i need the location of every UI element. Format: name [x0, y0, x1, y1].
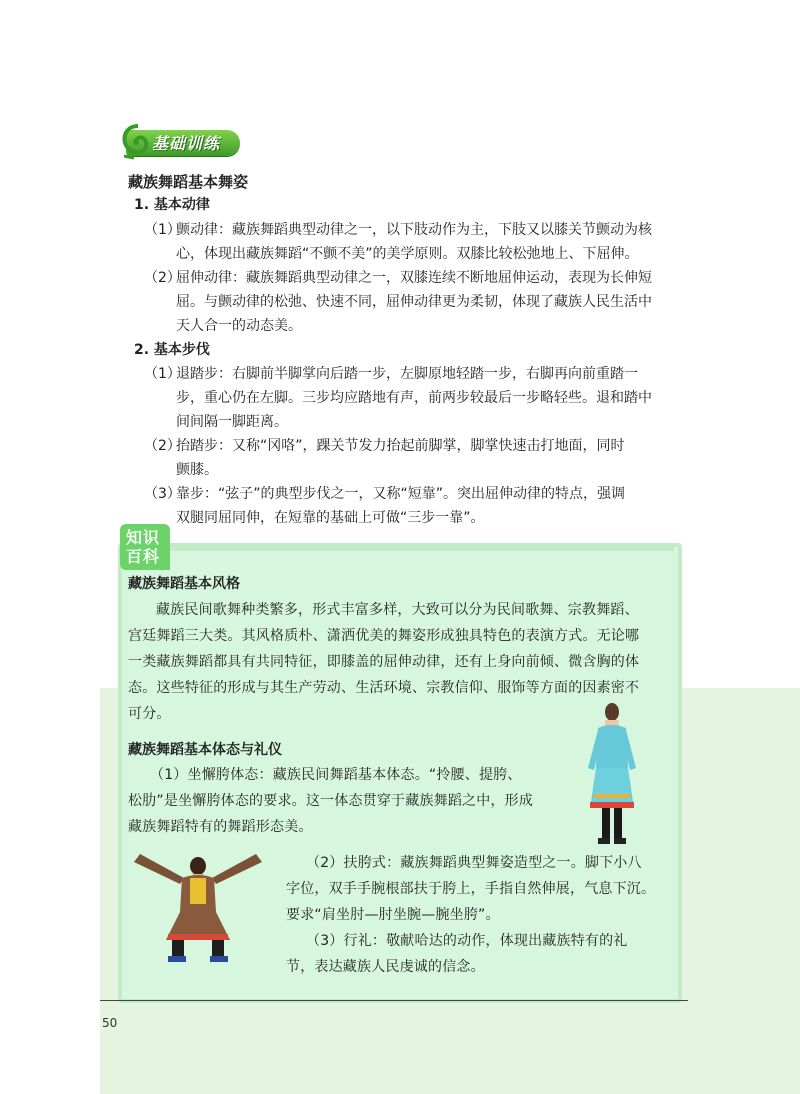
style-line: 一类藏族舞蹈都具有共同特征，即膝盖的屈伸动律，还有上身向前倾、微含胸的体	[128, 654, 640, 670]
posture-line: （3）行礼：敬献哈达的动作，体现出藏族特有的礼	[306, 933, 628, 949]
item-line: 步，重心仍在左脚。三步均应踏地有声，前两步较最后一步略轻些。退和踏中	[176, 390, 652, 406]
posture-line: （1）坐懈胯体态：藏族民间舞蹈基本体态。“拎腰、提胯、	[150, 767, 522, 783]
style-line: 可分。	[128, 706, 171, 722]
item-line: 屈。与颤动律的松弛、快速不同，屈伸动律更为柔韧，体现了藏族人民生活中	[176, 294, 652, 310]
standing-dancer-image	[572, 698, 652, 848]
item-number: （1）	[144, 222, 181, 238]
item-line: 颤动律：藏族舞蹈典型动律之一，以下肢动作为主，下肢又以膝关节颤动为核	[176, 222, 652, 238]
item-number: （1）	[144, 366, 181, 382]
item-line: 双腿同屈同伸，在短靠的基础上可做“三步一靠”。	[176, 510, 485, 526]
posture-line: （2）扶胯式：藏族舞蹈典型舞姿造型之一。脚下小八	[306, 855, 642, 871]
posture-line: 松肋”是坐懈胯体态的要求。这一体态贯穿于藏族舞蹈之中，形成	[128, 793, 534, 809]
item-number: （3）	[144, 486, 181, 502]
part2-heading: 2. 基本步伐	[134, 342, 210, 358]
item-line: 天人合一的动态美。	[176, 318, 302, 334]
posture-line: 字位，双手手腕根部扶于胯上，手指自然伸展，气息下沉。	[286, 881, 656, 897]
part1-heading: 1. 基本动律	[134, 197, 210, 213]
item-line: 抬踏步：又称“冈咯”，踝关节发力抬起前脚掌，脚掌快速击打地面，同时	[176, 438, 625, 454]
knowledge-tab	[120, 524, 170, 570]
item-number: （2）	[144, 270, 181, 286]
knowledge-tab-line1: 知识	[126, 528, 161, 547]
style-line: 藏族民间歌舞种类繁多，形式丰富多样，大致可以分为民间歌舞、宗教舞蹈、	[156, 602, 639, 618]
item-line: 间间隔一脚距离。	[176, 414, 288, 430]
squatting-dancer-image	[128, 848, 268, 966]
section-badge	[116, 120, 244, 164]
item-line: 颤膝。	[176, 462, 218, 478]
knowledge-tab-line2: 百科	[126, 547, 161, 566]
style-line: 态。这些特征的形成与其生产劳动、生活环境、宗教信仰、服饰等方面的因素密不	[128, 680, 640, 696]
style-line: 宫廷舞蹈三大类。其风格质朴、潇洒优美的舞姿形成独具特色的表演方式。无论哪	[128, 628, 640, 644]
section-title: 藏族舞蹈基本舞姿	[128, 173, 249, 191]
posture-line: 要求“肩坐肘—肘坐腕—腕坐胯”。	[286, 907, 500, 923]
item-line: 屈伸动律：藏族舞蹈典型动律之一，双膝连续不断地屈伸运动，表现为长伸短	[176, 270, 652, 286]
badge-label: 基础训练	[152, 134, 221, 153]
item-number: （2）	[144, 438, 181, 454]
style-title: 藏族舞蹈基本风格	[128, 576, 240, 592]
posture-title: 藏族舞蹈基本体态与礼仪	[128, 742, 282, 758]
knowledge-box-top-border	[170, 543, 674, 551]
footer-rule	[100, 1000, 688, 1001]
item-line: 退踏步：右脚前半脚掌向后踏一步，左脚原地轻踏一步，右脚再向前重踏一	[176, 366, 638, 382]
item-line: 心，体现出藏族舞蹈“不颤不美”的美学原则。双膝比较松弛地上、下屈伸。	[176, 246, 639, 262]
page-number: 50	[102, 1016, 118, 1030]
posture-line: 藏族舞蹈特有的舞蹈形态美。	[128, 819, 313, 835]
posture-line: 节，表达藏族人民虔诚的信念。	[286, 959, 485, 975]
item-line: 靠步：“弦子”的典型步伐之一，又称“短靠”。突出屈伸动律的特点，强调	[176, 486, 626, 502]
